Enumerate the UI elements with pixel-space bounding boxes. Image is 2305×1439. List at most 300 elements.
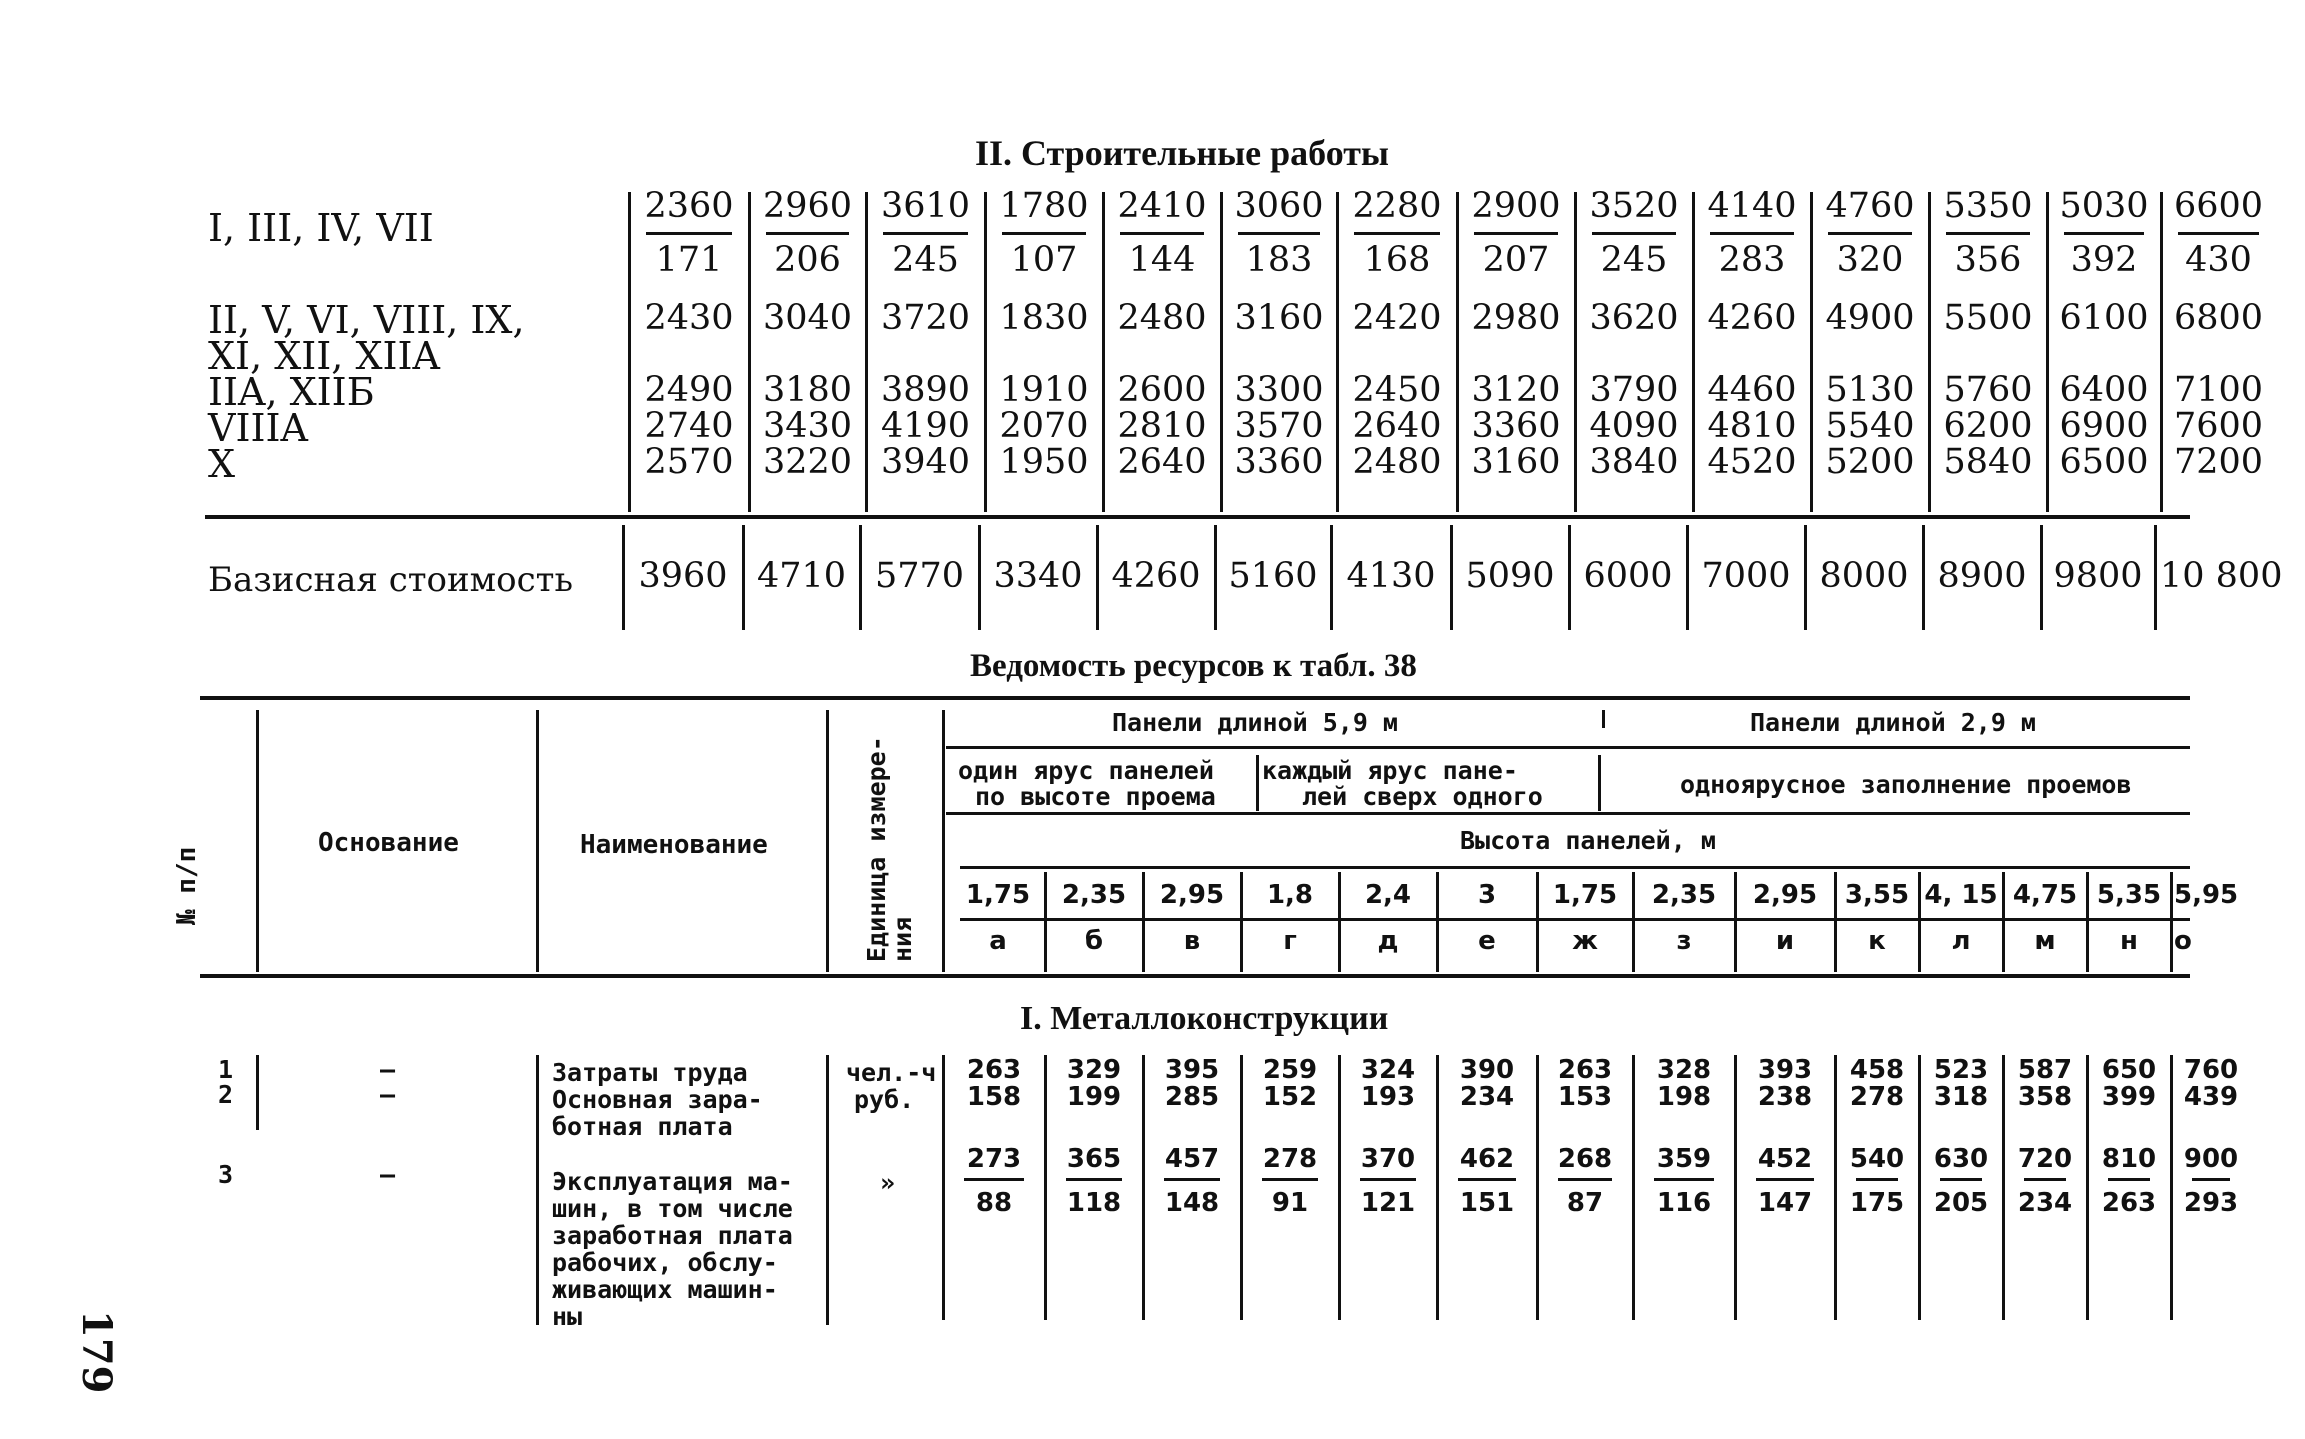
row5-value: 3160 bbox=[1471, 442, 1561, 482]
construction-col-divider bbox=[1810, 192, 1813, 512]
construction-col-divider bbox=[1574, 192, 1577, 512]
header-divider bbox=[536, 710, 539, 972]
page-number: 179 bbox=[73, 1310, 120, 1394]
row2-value: 2480 bbox=[1117, 298, 1207, 338]
row1-bottom-value: 171 bbox=[655, 240, 723, 280]
height-col-divider bbox=[1338, 872, 1341, 972]
machine-value: 278 bbox=[1262, 1144, 1318, 1174]
row1-bottom-value: 245 bbox=[892, 240, 959, 280]
row1-top-value: 4140 bbox=[1707, 186, 1797, 226]
machine-value: 273 bbox=[966, 1144, 1022, 1174]
header-divider bbox=[942, 710, 945, 972]
column-letter: л bbox=[1951, 926, 1971, 956]
height-value: 2,95 bbox=[1752, 880, 1818, 910]
height-col-divider bbox=[1918, 872, 1921, 972]
fraction-bar bbox=[1940, 1178, 1982, 1181]
base-cost-value: 10 800 bbox=[2160, 556, 2283, 596]
base-cost-value: 8000 bbox=[1819, 556, 1909, 596]
row1-bottom-value: 430 bbox=[2185, 240, 2252, 280]
machine-value: 268 bbox=[1557, 1144, 1613, 1174]
row-label-1: I, III, IV, VII bbox=[208, 206, 434, 250]
base-col-divider bbox=[859, 525, 862, 630]
construction-col-divider bbox=[1336, 192, 1339, 512]
height-value: 5,95 bbox=[2174, 880, 2239, 910]
body-col-divider bbox=[1436, 1055, 1439, 1320]
header-rule bbox=[946, 812, 2190, 815]
height-value: 2,35 bbox=[1651, 880, 1717, 910]
row4-value: 7600 bbox=[2173, 406, 2264, 446]
machine-wage-value: 263 bbox=[2101, 1188, 2157, 1218]
base-cost-value: 3960 bbox=[638, 556, 728, 596]
row5-value: 5840 bbox=[1943, 442, 2033, 482]
base-col-divider bbox=[1450, 525, 1453, 630]
height-col-divider bbox=[1734, 872, 1737, 972]
fraction-bar bbox=[964, 1178, 1024, 1181]
wage-value: 153 bbox=[1557, 1082, 1613, 1112]
height-value: 2,35 bbox=[1061, 880, 1127, 910]
row4-value: 6900 bbox=[2059, 406, 2149, 446]
base-col-divider bbox=[2040, 525, 2043, 630]
body-col-divider bbox=[1044, 1055, 1047, 1320]
machine-wage-value: 91 bbox=[1271, 1188, 1309, 1218]
column-letter: и bbox=[1775, 926, 1795, 956]
machine-value: 720 bbox=[2017, 1144, 2073, 1174]
row-number-1: 1 bbox=[218, 1055, 234, 1084]
body-col-divider bbox=[1918, 1055, 1921, 1320]
column-letter: а bbox=[989, 926, 1007, 956]
row4-value: 2740 bbox=[644, 406, 734, 446]
labor-value: 458 bbox=[1849, 1055, 1905, 1085]
body-col-divider bbox=[1338, 1055, 1341, 1320]
row2-value: 6800 bbox=[2173, 298, 2264, 338]
wage-value: 399 bbox=[2101, 1082, 2157, 1112]
row1-bottom-value: 207 bbox=[1482, 240, 1550, 280]
fraction-bar bbox=[646, 232, 732, 235]
row3-value: 2600 bbox=[1117, 370, 1207, 410]
row2-value: 4260 bbox=[1707, 298, 1797, 338]
column-letter: в bbox=[1183, 926, 1201, 956]
row2-value: 3620 bbox=[1589, 298, 1679, 338]
row5-value: 3360 bbox=[1234, 442, 1324, 482]
machine-wage-value: 88 bbox=[975, 1188, 1013, 1218]
height-col-divider bbox=[1436, 872, 1439, 972]
fraction-bar bbox=[1756, 1178, 1814, 1181]
body-col-divider bbox=[1536, 1055, 1539, 1320]
fraction-bar bbox=[1654, 1178, 1714, 1181]
row4-value: 6200 bbox=[1943, 406, 2033, 446]
construction-col-divider bbox=[1102, 192, 1105, 512]
header-divider bbox=[826, 710, 829, 972]
header-divider bbox=[1602, 710, 1605, 728]
row-name-3-line: живающих машин- bbox=[552, 1275, 778, 1304]
row1-top-value: 6600 bbox=[2173, 186, 2264, 226]
row5-value: 6500 bbox=[2059, 442, 2149, 482]
wage-value: 358 bbox=[2017, 1082, 2073, 1112]
header-heights: Высота панелей, м bbox=[1460, 826, 1716, 855]
base-col-divider bbox=[622, 525, 625, 630]
row4-value: 2070 bbox=[999, 406, 1089, 446]
fraction-bar bbox=[1066, 1178, 1122, 1181]
construction-col-divider bbox=[2046, 192, 2049, 512]
header-sub1-a: один ярус панелей bbox=[958, 756, 1214, 785]
height-value: 2,4 bbox=[1364, 880, 1412, 910]
machine-wage-value: 151 bbox=[1459, 1188, 1515, 1218]
column-letter: з bbox=[1676, 926, 1692, 956]
base-col-divider bbox=[2154, 525, 2157, 630]
body-col-divider bbox=[942, 1055, 945, 1320]
column-letter: ж bbox=[1572, 926, 1598, 956]
row-number-2: 2 bbox=[218, 1080, 234, 1109]
height-value: 1,75 bbox=[965, 880, 1031, 910]
machine-value: 370 bbox=[1360, 1144, 1416, 1174]
labor-value: 328 bbox=[1656, 1055, 1712, 1085]
row3-value: 2490 bbox=[644, 370, 734, 410]
row5-value: 2640 bbox=[1117, 442, 1207, 482]
header-name: Наименование bbox=[580, 830, 768, 860]
construction-col-divider bbox=[628, 192, 631, 512]
row2-value: 3160 bbox=[1234, 298, 1324, 338]
fraction-bar bbox=[1828, 232, 1912, 235]
fraction-bar bbox=[2178, 232, 2259, 235]
labor-value: 263 bbox=[966, 1055, 1022, 1085]
height-col-divider bbox=[1536, 872, 1539, 972]
row4-value: 2640 bbox=[1352, 406, 1442, 446]
fraction-bar bbox=[1856, 1178, 1898, 1181]
row4-value: 4090 bbox=[1589, 406, 1679, 446]
row-label-5: X bbox=[208, 442, 236, 486]
row2-value: 2430 bbox=[644, 298, 734, 338]
body-col-divider bbox=[1834, 1055, 1837, 1320]
fraction-bar bbox=[1558, 1178, 1612, 1181]
row1-top-value: 5030 bbox=[2059, 186, 2149, 226]
machine-value: 900 bbox=[2183, 1144, 2239, 1174]
height-value: 5,35 bbox=[2096, 880, 2162, 910]
wage-value: 234 bbox=[1459, 1082, 1515, 1112]
machine-wage-value: 121 bbox=[1360, 1188, 1416, 1218]
base-col-divider bbox=[1330, 525, 1333, 630]
row-label-4: VIIIA bbox=[208, 406, 308, 450]
row4-value: 2810 bbox=[1117, 406, 1207, 446]
header-sub3: одноярусное заполнение проемов bbox=[1680, 770, 2132, 799]
row4-value: 3360 bbox=[1471, 406, 1561, 446]
row1-top-value: 3520 bbox=[1589, 186, 1679, 226]
fraction-bar bbox=[2192, 1178, 2230, 1181]
row5-value: 2480 bbox=[1352, 442, 1442, 482]
labor-value: 329 bbox=[1066, 1055, 1122, 1085]
labor-value: 650 bbox=[2101, 1055, 2157, 1085]
row-label-2a: II, V, VI, VIII, IX, bbox=[208, 298, 525, 342]
labor-value: 263 bbox=[1557, 1055, 1613, 1085]
fraction-bar bbox=[1946, 232, 2030, 235]
body-divider bbox=[256, 1055, 259, 1130]
row-name-3-line: шин, в том числе bbox=[552, 1194, 793, 1223]
body-col-divider bbox=[1142, 1055, 1145, 1320]
row2-value: 2420 bbox=[1352, 298, 1442, 338]
body-col-divider bbox=[1632, 1055, 1635, 1320]
row-basis-1: — bbox=[380, 1055, 396, 1084]
base-col-divider bbox=[978, 525, 981, 630]
row3-value: 5130 bbox=[1825, 370, 1915, 410]
row-name-1: Затраты труда bbox=[552, 1058, 748, 1087]
machine-wage-value: 175 bbox=[1849, 1188, 1905, 1218]
row1-top-value: 1780 bbox=[999, 186, 1089, 226]
base-col-divider bbox=[1922, 525, 1925, 630]
machine-value: 810 bbox=[2101, 1144, 2157, 1174]
row1-top-value: 2960 bbox=[762, 186, 853, 226]
row1-bottom-value: 392 bbox=[2070, 240, 2138, 280]
fraction-bar bbox=[1592, 232, 1676, 235]
header-group-29: Панели длиной 2,9 м bbox=[1750, 708, 2036, 737]
fraction-bar bbox=[1002, 232, 1086, 235]
labor-value: 395 bbox=[1164, 1055, 1220, 1085]
row1-bottom-value: 245 bbox=[1600, 240, 1668, 280]
base-cost-value: 3340 bbox=[993, 556, 1083, 596]
construction-col-divider bbox=[1456, 192, 1459, 512]
body-col-divider bbox=[2170, 1055, 2173, 1320]
base-cost-value: 5090 bbox=[1465, 556, 1555, 596]
row5-value: 3220 bbox=[762, 442, 853, 482]
fraction-bar bbox=[1710, 232, 1794, 235]
base-cost-value: 4130 bbox=[1346, 556, 1436, 596]
header-divider bbox=[1598, 755, 1601, 811]
labor-value: 523 bbox=[1933, 1055, 1989, 1085]
fraction-bar bbox=[1164, 1178, 1220, 1181]
row1-top-value: 2410 bbox=[1117, 186, 1207, 226]
column-letter: г bbox=[1283, 926, 1297, 956]
row-basis-3: — bbox=[380, 1160, 396, 1189]
height-value: 1,8 bbox=[1266, 880, 1314, 910]
base-col-divider bbox=[1686, 525, 1689, 630]
header-rule bbox=[960, 866, 2190, 869]
row-name-3-line: ны bbox=[552, 1302, 583, 1331]
labor-value: 587 bbox=[2017, 1055, 2073, 1085]
machine-wage-value: 205 bbox=[1933, 1188, 1989, 1218]
wage-value: 318 bbox=[1933, 1082, 1989, 1112]
column-letter: н bbox=[2120, 926, 2138, 956]
fraction-bar bbox=[883, 232, 968, 235]
row2-value: 2980 bbox=[1471, 298, 1561, 338]
row-label-2b: XI, XII, XIIA bbox=[208, 334, 440, 378]
row5-value: 5200 bbox=[1825, 442, 1915, 482]
wage-value: 152 bbox=[1262, 1082, 1318, 1112]
labor-value: 390 bbox=[1459, 1055, 1515, 1085]
base-col-divider bbox=[1568, 525, 1571, 630]
row-basis-2: — bbox=[380, 1080, 396, 1109]
fraction-bar bbox=[2108, 1178, 2150, 1181]
header-sub2-b: лей сверх одного bbox=[1302, 782, 1543, 811]
fraction-bar bbox=[766, 232, 849, 235]
height-col-divider bbox=[2170, 872, 2173, 972]
header-sub2-a: каждый ярус пане- bbox=[1262, 756, 1518, 785]
row3-value: 3790 bbox=[1589, 370, 1679, 410]
row3-value: 1910 bbox=[999, 370, 1089, 410]
row-name-2a: Основная зара- bbox=[552, 1085, 763, 1114]
row3-value: 7100 bbox=[2173, 370, 2264, 410]
row-unit-1: чел.-ч bbox=[846, 1058, 937, 1087]
row4-value: 4810 bbox=[1707, 406, 1797, 446]
row5-value: 3840 bbox=[1589, 442, 1679, 482]
fraction-bar bbox=[1262, 1178, 1318, 1181]
row2-value: 1830 bbox=[999, 298, 1089, 338]
row1-bottom-value: 144 bbox=[1128, 240, 1196, 280]
row-number-3: 3 bbox=[218, 1160, 234, 1189]
fraction-bar bbox=[1120, 232, 1204, 235]
fraction-bar bbox=[1354, 232, 1440, 235]
row1-bottom-value: 183 bbox=[1245, 240, 1313, 280]
section-title-metal: I. Металлоконструкции bbox=[1020, 1000, 1389, 1037]
height-value: 3,55 bbox=[1844, 880, 1910, 910]
height-value: 4, 15 bbox=[1924, 880, 1998, 910]
column-letter: к bbox=[1868, 926, 1886, 956]
column-letter: м bbox=[2034, 926, 2056, 956]
row2-value: 4900 bbox=[1825, 298, 1915, 338]
header-number: № п/п bbox=[172, 846, 202, 925]
wage-value: 278 bbox=[1849, 1082, 1905, 1112]
row2-value: 3040 bbox=[762, 298, 853, 338]
height-value: 2,95 bbox=[1159, 880, 1225, 910]
height-col-divider bbox=[2002, 872, 2005, 972]
body-col-divider bbox=[2086, 1055, 2089, 1320]
row2-value: 3720 bbox=[880, 298, 971, 338]
fraction-bar bbox=[2024, 1178, 2066, 1181]
construction-col-divider bbox=[984, 192, 987, 512]
row1-bottom-value: 320 bbox=[1836, 240, 1904, 280]
machine-wage-value: 118 bbox=[1066, 1188, 1122, 1218]
base-cost-value: 5770 bbox=[874, 556, 965, 596]
row3-value: 3180 bbox=[762, 370, 853, 410]
row2-value: 6100 bbox=[2059, 298, 2149, 338]
machine-value: 462 bbox=[1459, 1144, 1515, 1174]
row1-top-value: 3610 bbox=[880, 186, 971, 226]
height-col-divider bbox=[1142, 872, 1145, 972]
fraction-bar bbox=[1474, 232, 1558, 235]
construction-col-divider bbox=[865, 192, 868, 512]
row1-bottom-value: 356 bbox=[1954, 240, 2022, 280]
body-divider bbox=[826, 1055, 829, 1325]
body-col-divider bbox=[1240, 1055, 1243, 1320]
row1-top-value: 2360 bbox=[644, 186, 734, 226]
row1-bottom-value: 283 bbox=[1718, 240, 1786, 280]
body-col-divider bbox=[2002, 1055, 2005, 1320]
machine-value: 630 bbox=[1933, 1144, 1989, 1174]
row1-top-value: 2280 bbox=[1352, 186, 1442, 226]
base-col-divider bbox=[1096, 525, 1099, 630]
row4-value: 4190 bbox=[880, 406, 971, 446]
row-name-3-line: Эксплуатация ма- bbox=[552, 1167, 793, 1196]
base-cost-value: 4260 bbox=[1111, 556, 1201, 596]
row5-value: 4520 bbox=[1707, 442, 1797, 482]
wage-value: 285 bbox=[1164, 1082, 1220, 1112]
table-header-bottom bbox=[200, 974, 2190, 978]
machine-wage-value: 234 bbox=[2017, 1188, 2073, 1218]
labor-value: 324 bbox=[1360, 1055, 1416, 1085]
row3-value: 5760 bbox=[1943, 370, 2033, 410]
fraction-bar bbox=[1360, 1178, 1416, 1181]
row-name-3-line: заработная плата bbox=[552, 1221, 793, 1250]
header-divider bbox=[1256, 755, 1259, 811]
machine-wage-value: 147 bbox=[1757, 1188, 1813, 1218]
column-letter: д bbox=[1377, 926, 1399, 956]
row3-value: 3300 bbox=[1234, 370, 1324, 410]
row1-bottom-value: 206 bbox=[774, 240, 841, 280]
height-value: 4,75 bbox=[2012, 880, 2078, 910]
height-value: 3 bbox=[1477, 880, 1497, 910]
machine-value: 452 bbox=[1757, 1144, 1813, 1174]
divider-base-top bbox=[205, 515, 2190, 519]
base-cost-label: Базисная стоимость bbox=[208, 560, 573, 600]
fraction-bar bbox=[1458, 1178, 1516, 1181]
wage-value: 158 bbox=[966, 1082, 1022, 1112]
wage-value: 439 bbox=[2183, 1082, 2239, 1112]
machine-wage-value: 87 bbox=[1566, 1188, 1604, 1218]
section-title-construction: II. Строительные работы bbox=[975, 133, 1390, 173]
construction-col-divider bbox=[748, 192, 751, 512]
height-col-divider bbox=[1044, 872, 1047, 972]
machine-value: 365 bbox=[1066, 1144, 1122, 1174]
row4-value: 5540 bbox=[1825, 406, 1915, 446]
row-unit-3: » bbox=[880, 1168, 896, 1197]
row1-top-value: 3060 bbox=[1234, 186, 1324, 226]
row5-value: 2570 bbox=[644, 442, 734, 482]
height-col-divider bbox=[1834, 872, 1837, 972]
table-top-border bbox=[200, 696, 2190, 700]
body-divider bbox=[536, 1055, 539, 1325]
labor-value: 760 bbox=[2183, 1055, 2239, 1085]
wage-value: 193 bbox=[1360, 1082, 1416, 1112]
resources-title: Ведомость ресурсов к табл. 38 bbox=[970, 648, 1417, 684]
fraction-bar bbox=[1238, 232, 1320, 235]
machine-wage-value: 293 bbox=[2183, 1188, 2239, 1218]
row3-value: 2450 bbox=[1352, 370, 1442, 410]
base-cost-value: 7000 bbox=[1701, 556, 1791, 596]
header-group-59: Панели длиной 5,9 м bbox=[1112, 708, 1398, 737]
base-cost-value: 6000 bbox=[1583, 556, 1673, 596]
fraction-bar bbox=[2064, 232, 2144, 235]
machine-wage-value: 116 bbox=[1656, 1188, 1712, 1218]
row-name-2b: ботная плата bbox=[552, 1112, 733, 1141]
header-divider bbox=[256, 710, 259, 972]
height-col-divider bbox=[1240, 872, 1243, 972]
wage-value: 199 bbox=[1066, 1082, 1122, 1112]
row1-top-value: 5350 bbox=[1943, 186, 2033, 226]
wage-value: 238 bbox=[1757, 1082, 1813, 1112]
base-cost-value: 4710 bbox=[756, 556, 847, 596]
row-name-3-line: рабочих, обслу- bbox=[552, 1248, 778, 1277]
machine-value: 457 bbox=[1164, 1144, 1220, 1174]
row-label-3: IIA, XIIБ bbox=[208, 370, 375, 414]
row1-top-value: 2900 bbox=[1471, 186, 1561, 226]
body-col-divider bbox=[1734, 1055, 1737, 1320]
row4-value: 3430 bbox=[762, 406, 853, 446]
row4-value: 3570 bbox=[1234, 406, 1324, 446]
row1-bottom-value: 107 bbox=[1010, 240, 1078, 280]
row1-top-value: 4760 bbox=[1825, 186, 1915, 226]
header-sub1-b: по высоте проема bbox=[975, 782, 1216, 811]
header-rule bbox=[946, 746, 2190, 749]
header-unit: Единица измере- ния bbox=[862, 736, 917, 962]
base-cost-value: 9800 bbox=[2053, 556, 2143, 596]
machine-value: 540 bbox=[1849, 1144, 1905, 1174]
base-col-divider bbox=[742, 525, 745, 630]
base-cost-value: 8900 bbox=[1937, 556, 2027, 596]
column-letter: е bbox=[1478, 926, 1496, 956]
construction-col-divider bbox=[1220, 192, 1223, 512]
row3-value: 3120 bbox=[1471, 370, 1561, 410]
row3-value: 6400 bbox=[2059, 370, 2149, 410]
wage-value: 198 bbox=[1656, 1082, 1712, 1112]
height-col-divider bbox=[2086, 872, 2089, 972]
row5-value: 1950 bbox=[999, 442, 1089, 482]
